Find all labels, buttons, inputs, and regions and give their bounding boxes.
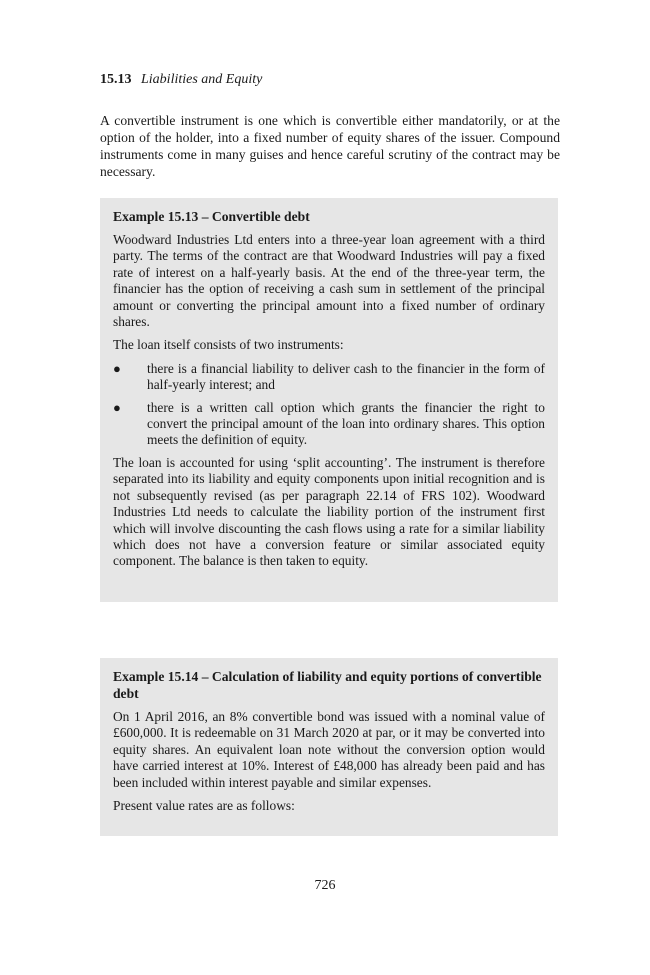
example-title: Example 15.14 – Calculation of liability and equity portions of convertible debt [113, 669, 542, 701]
example-paragraph: The loan itself consists of two instruments: [113, 337, 344, 353]
example-box-calculation [100, 658, 558, 836]
intro-paragraph: A convertible instrument is one which is convertible either mandatorily, or at the option of the holder, into a fixed number of equity shares of the issuer. Compound instruments come in many guises and hence careful scrutiny of the contract may be necessary. [100, 113, 560, 179]
list-item-text: there is a written call option which grants the financier the right to convert the principal amount of the loan into ordinary shares. This option meets the definition of equity. [147, 399, 545, 448]
bullet-list [113, 361, 545, 449]
example-paragraph: Woodward Industries Ltd enters into a three-year loan agreement with a third party. The terms of the contract are that Woodward Industries will pay a fixed rate of interest on a half-yearly basis. At the end of the three-year term, the financier has the option of receiving a cash sum in settlement of the principal amount or converting the principal amount into a fixed number of ordinary shares. [113, 232, 545, 330]
running-header [100, 72, 262, 88]
bullet-icon: ● [113, 360, 121, 376]
list-item-text: there is a financial liability to deliver cash to the financier in the form of half-yearly interest; and [147, 360, 545, 393]
page-number: 726 [314, 878, 336, 893]
example-box-convertible-debt [100, 198, 558, 602]
example-paragraph: The loan is accounted for using ‘split accounting’. The instrument is therefore separated into its liability and equity components upon initial recognition and is not subsequently revised (as per paragraph 22.14 of FRS 102). Woodward Industries Ltd needs to calculate the liability portion of the instrument first which will involve discounting the cash flows using a rate for a similar liability which does not have a conversion feature or similar associated equity component. The balance is then taken to equity. [113, 454, 545, 569]
section-title: Liabilities and Equity [141, 72, 263, 87]
example-title: Example 15.13 – Convertible debt [113, 209, 310, 224]
list-item [113, 361, 545, 394]
example-paragraph: Present value rates are as follows: [113, 798, 295, 814]
bullet-icon: ● [113, 399, 121, 415]
example-paragraph: On 1 April 2016, an 8% convertible bond was issued with a nominal value of £600,000. It is redeemable on 31 March 2020 at par, or it may be converted into equity shares. An equivalent loan note without the conversion option would have carried interest at 10%. Interest of £48,000 has already been paid and has been included within interest payable and similar expenses. [113, 709, 545, 790]
section-number: 15.13 [100, 72, 132, 87]
list-item [113, 400, 545, 449]
